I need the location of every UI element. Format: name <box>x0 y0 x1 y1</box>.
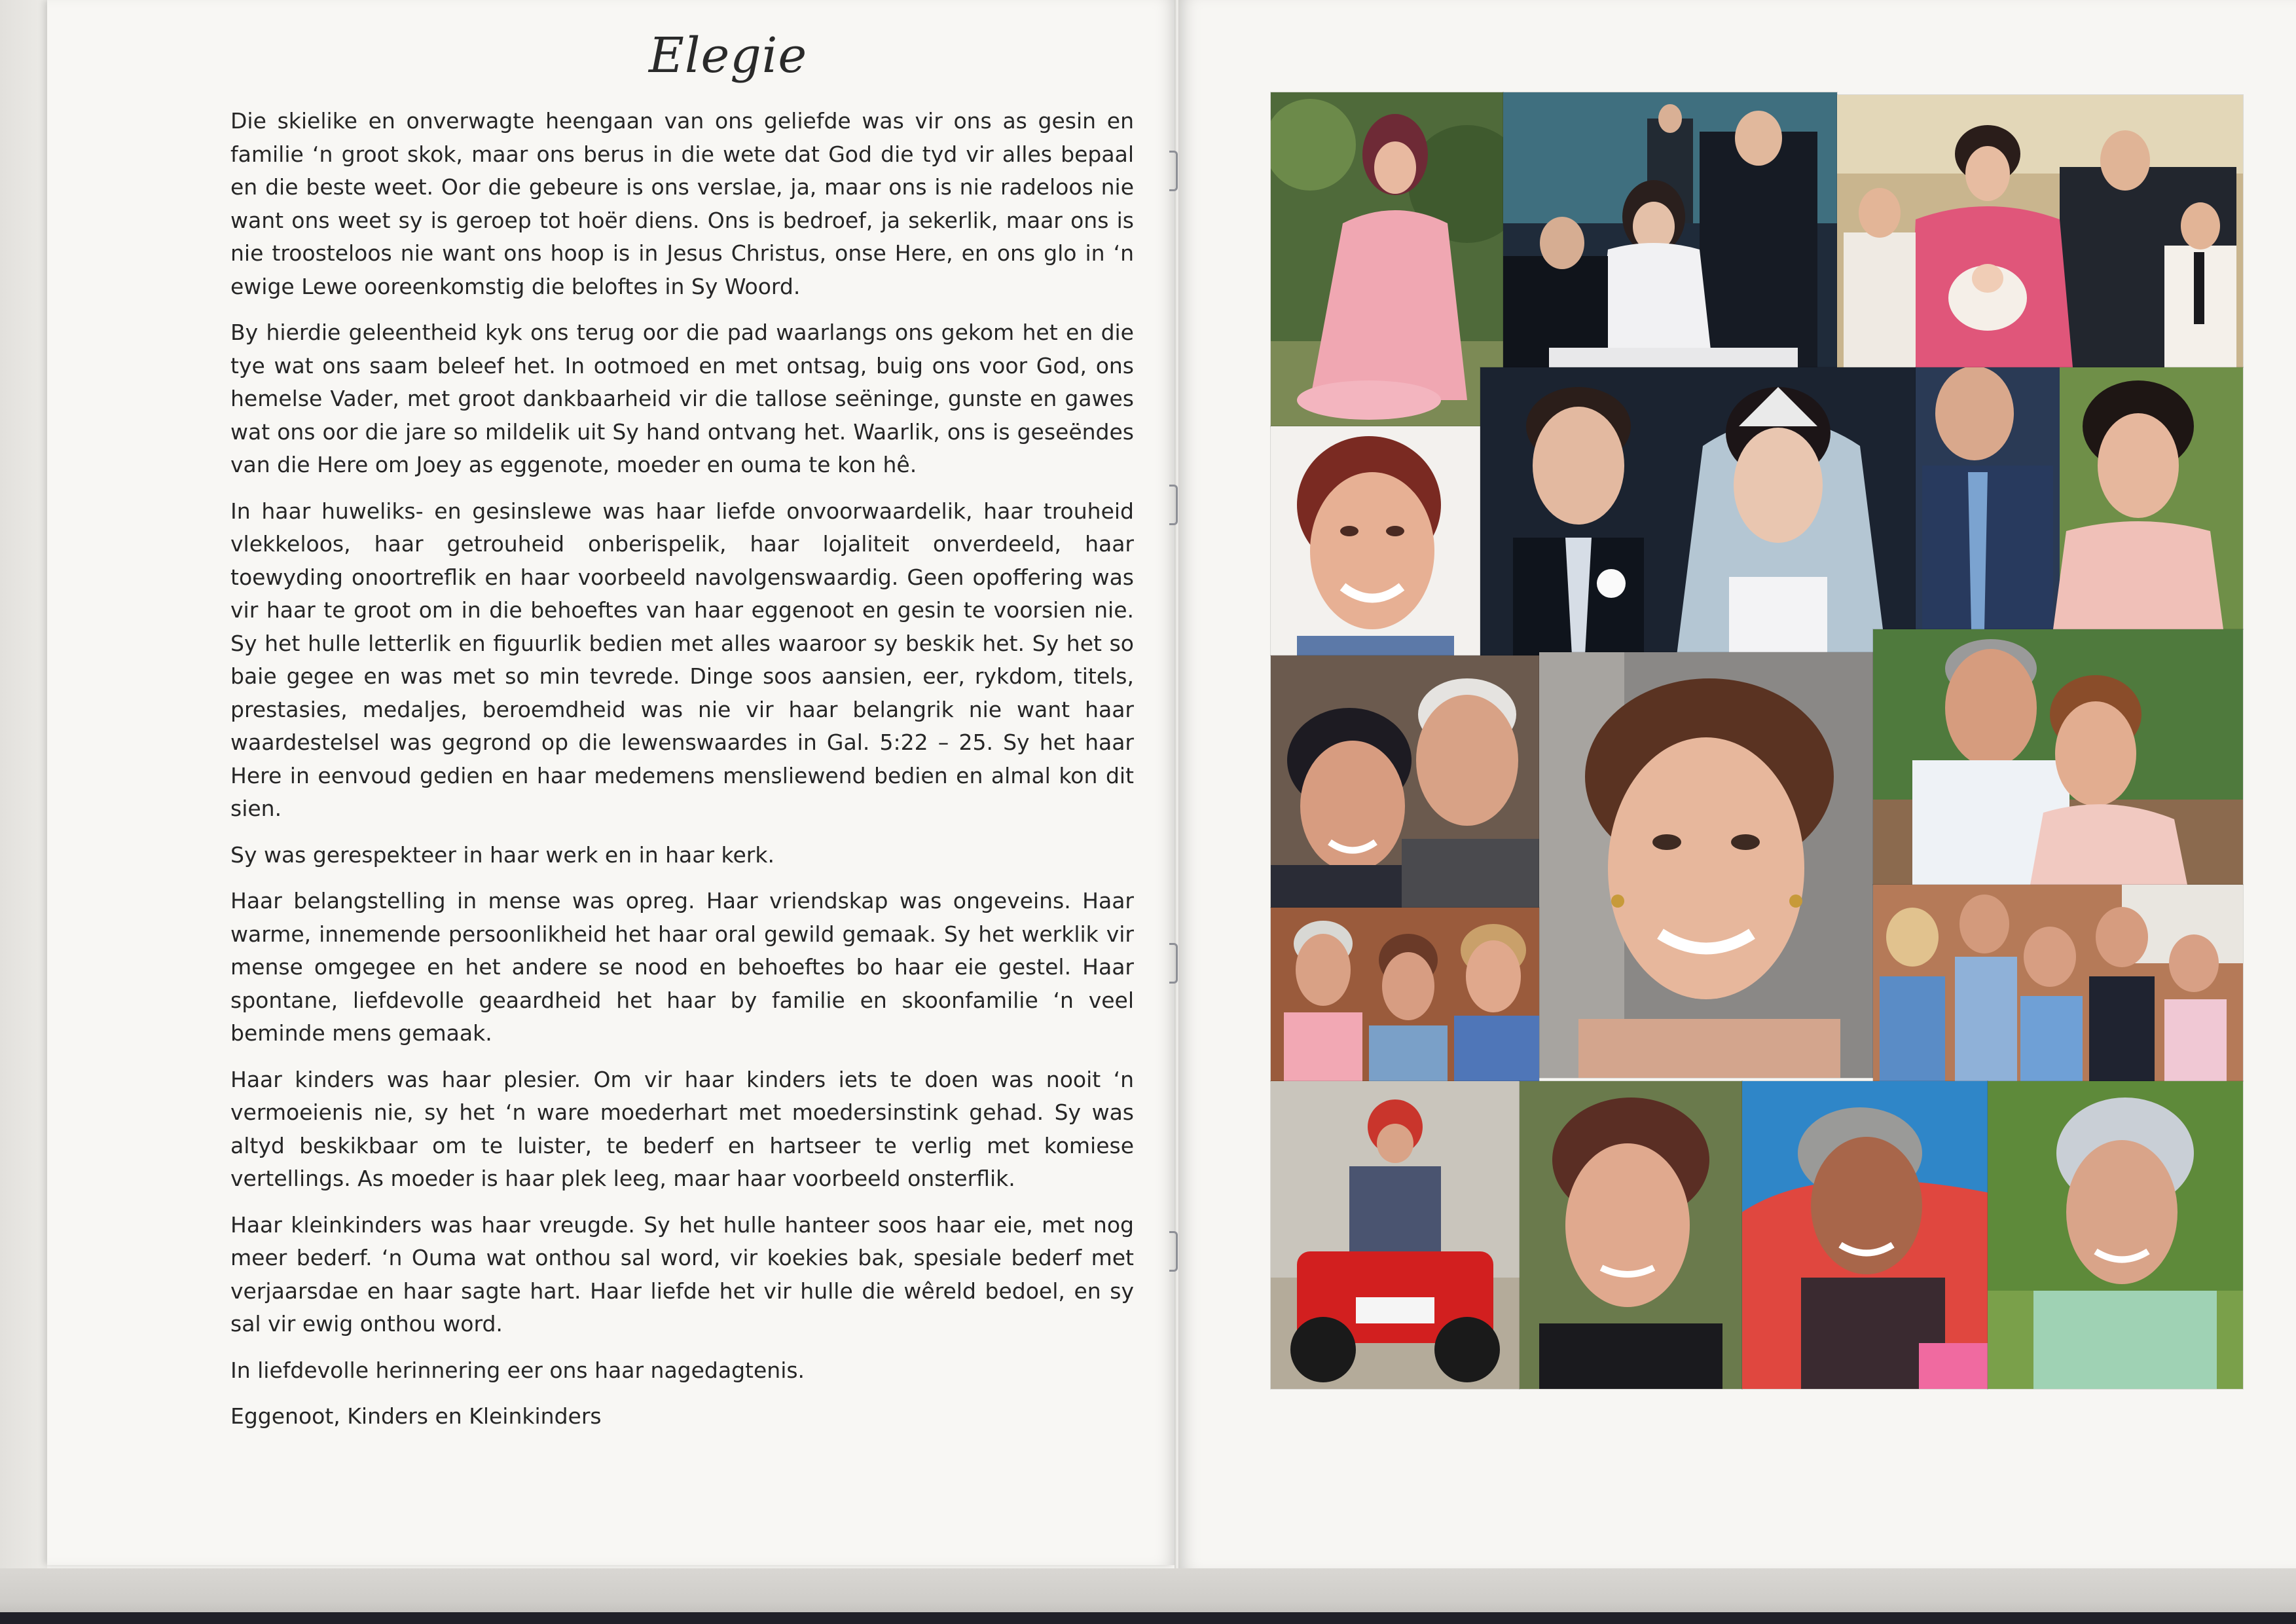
photo-grey-haired-woman <box>1987 1080 2244 1390</box>
photo-group-of-five <box>1872 884 2244 1082</box>
photo-couple-hug-garden <box>1872 629 2244 885</box>
signature-line: Eggenoot, Kinders en Kleinkinders <box>230 1403 602 1429</box>
photo-main-portrait <box>1539 652 1874 1079</box>
left-page <box>47 0 1175 1565</box>
photo-smiling-woman-portrait <box>1270 426 1481 656</box>
photo-collage <box>1270 92 2244 1392</box>
photo-wedding-signing <box>1503 92 1838 368</box>
scanner-bed-edge <box>0 1612 2296 1624</box>
scan-left-edge <box>0 0 47 1572</box>
photo-couple-selfie <box>1270 655 1540 908</box>
paragraph-7: Haar kleinkinders was haar vreugde. Sy het hulle hanteer soos haar eie, met nog meer bederf. ‘n Ouma wat onthou sal word, vir koekies bak, spesiale bederf met verjaarsdae en haar sagte hart. Haar liefde het vir hulle die wêreld bedoel, en sy sal vir ewig onthou word. <box>230 1211 1134 1337</box>
photo-three-women <box>1270 907 1540 1082</box>
staple-icon <box>1169 151 1178 191</box>
photo-young-woman-garden <box>1270 92 1504 427</box>
elegy-text <box>230 105 1134 1447</box>
photo-couple-outdoors <box>1915 367 2244 630</box>
photo-quad-bike <box>1270 1080 1520 1390</box>
right-page <box>1178 0 2296 1568</box>
photo-woman-portrait-garden <box>1519 1080 1743 1390</box>
photo-woman-swimming <box>1741 1080 1988 1390</box>
staple-icon <box>1169 485 1178 525</box>
paragraph-4: Sy was gerespekteer in haar werk en in haar kerk. <box>230 841 774 868</box>
paragraph-8: In liefdevolle herinnering eer ons haar nagedagtenis. <box>230 1357 805 1383</box>
paragraph-6: Haar kinders was haar plesier. Om vir haar kinders iets te doen was nooit ‘n vermoeienis nie, sy het ‘n ware moederhart met moedersinstink gehad. Sy was altyd beskikbaar om te luister, te bederf en hartseer te verlig met komiese vertellings. As moeder is haar plek leeg, maar haar voorbeeld onsterflik. <box>230 1066 1134 1191</box>
staple-icon <box>1169 1231 1178 1272</box>
page-title: Elegie <box>648 28 808 84</box>
paragraph-5: Haar belangstelling in mense was opreg. Haar vriendskap was ongeveins. Haar warme, innemende persoonlikheid het haar oral gewild gemaak. Sy het werklik vir mense omgegee en het andere se nood en behoeftes bo haar eie gestel. Haar spontane, liefdevolle geaardheid het haar by familie en skoonfamilie ‘n veel beminde mens gemaak. <box>230 888 1134 1046</box>
paragraph-2: By hierdie geleentheid kyk ons terug oor die pad waarlangs ons gekom het en die tye wat ons saam beleef het. In ootmoed en met ontsag, buig ons voor God, ons hemelse Vader, met groot dankbaarheid vir die tallose seëninge, gunste en gawes wat ons oor die jare so mildelik uit Sy hand ontvang het. Waarlik, ons is geseëndes van die Here om Joey as eggenote, moeder en ouma te kon hê. <box>230 320 1134 477</box>
paragraph-3: In haar huweliks- en gesinslewe was haar liefde onvoorwaardelik, haar trouheid vlekkeloos, haar getrouheid onberispelik, haar lojaliteit onverdeeld, haar toewyding onoortreflik en haar voorbeeld navolgenswaardig. Geen opoffering was vir haar te groot om in die behoeftes van haar eggenoot en gesin te voorsien nie. Sy het hulle letterlik en figuurlik bedien met alles waaroor sy beskik het. Sy het so baie gegee en was met so min tevrede. Dinge soos aansien, eer, rykdom, titels, prestasies, medaljes, beroemdheid was nie vir haar belangrik nie want haar waardestelsel was gegrond op die lewenswaardes in Gal. 5:22 – 25. Sy het haar Here in eenvoud gedien en haar medemens mensliewend bedien en almal kon dit sien. <box>230 498 1134 821</box>
staple-icon <box>1169 943 1178 984</box>
photo-wedding-couple-closeup <box>1480 367 1916 656</box>
paragraph-1: Die skielike en onverwagte heengaan van ons geliefde was vir ons as gesin en familie ‘n groot skok, maar ons berus in die wete dat God die tyd vir alles bepaal en die beste weet. Oor die gebeure is ons verslae, ja, maar ons is nie radeloos nie want ons weet sy is geroep tot hoër diens. Ons is bedroef, ja sekerlik, maar ons is nie troosteloos nie want ons hoop is in Jesus Christus, onse Here, en ons glo in ‘n ewige Lewe ooreenkomstig die beloftes in Sy Woord. <box>230 108 1134 299</box>
photo-family-with-baby <box>1836 94 2244 368</box>
